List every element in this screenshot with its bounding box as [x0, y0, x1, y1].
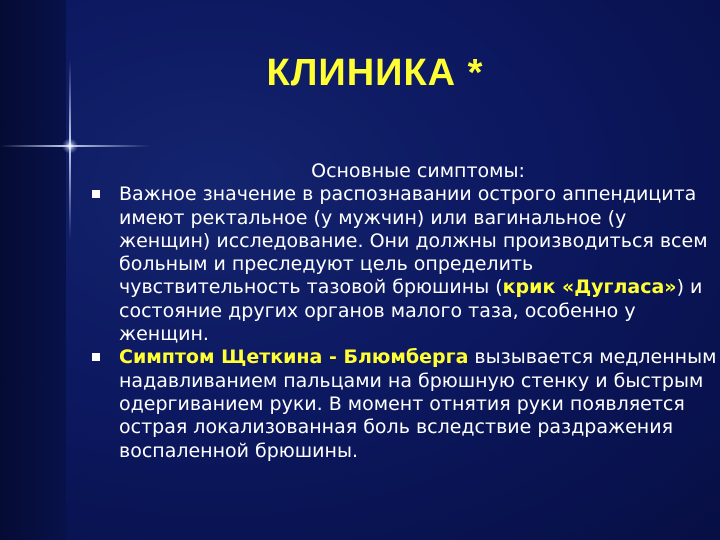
slide-subtitle: Основные симптомы:: [311, 160, 525, 182]
bullet-highlight: крик «Дугласа»: [502, 276, 677, 299]
bullet-text-part: ) и состояние других органов малого таза, особенно у женщин.: [119, 276, 703, 346]
lens-flare-star-icon: [62, 139, 78, 153]
bullet-item-rectal-exam: [88, 183, 718, 346]
bullet-text: [119, 183, 708, 345]
bullet-text-part: Важное значение в распознавании острого аппендицита имеют ректальное (у мужчин) или вагинальное (у женщин) исследование. Они должны производиться всем больным и преследуют цель определить чувствительность тазовой брюшины (: [119, 183, 708, 299]
bullet-text: [119, 346, 716, 461]
bullet-text-part: вызывается медленным надавливанием пальцами на брюшную стенку и быстрым одергиванием руки. В момент отнятия руки появляется острая локализованная боль вследствие раздражения воспаленной брюшины.: [119, 346, 717, 462]
slide-body: [88, 160, 718, 463]
bullet-item-blumberg-sign: [88, 346, 718, 462]
bullet-highlight: Симптом Щеткина - Блюмберга: [119, 346, 469, 369]
slide-title: КЛИНИКА *: [266, 52, 484, 94]
square-bullet-icon: [92, 353, 100, 361]
square-bullet-icon: [92, 190, 100, 198]
